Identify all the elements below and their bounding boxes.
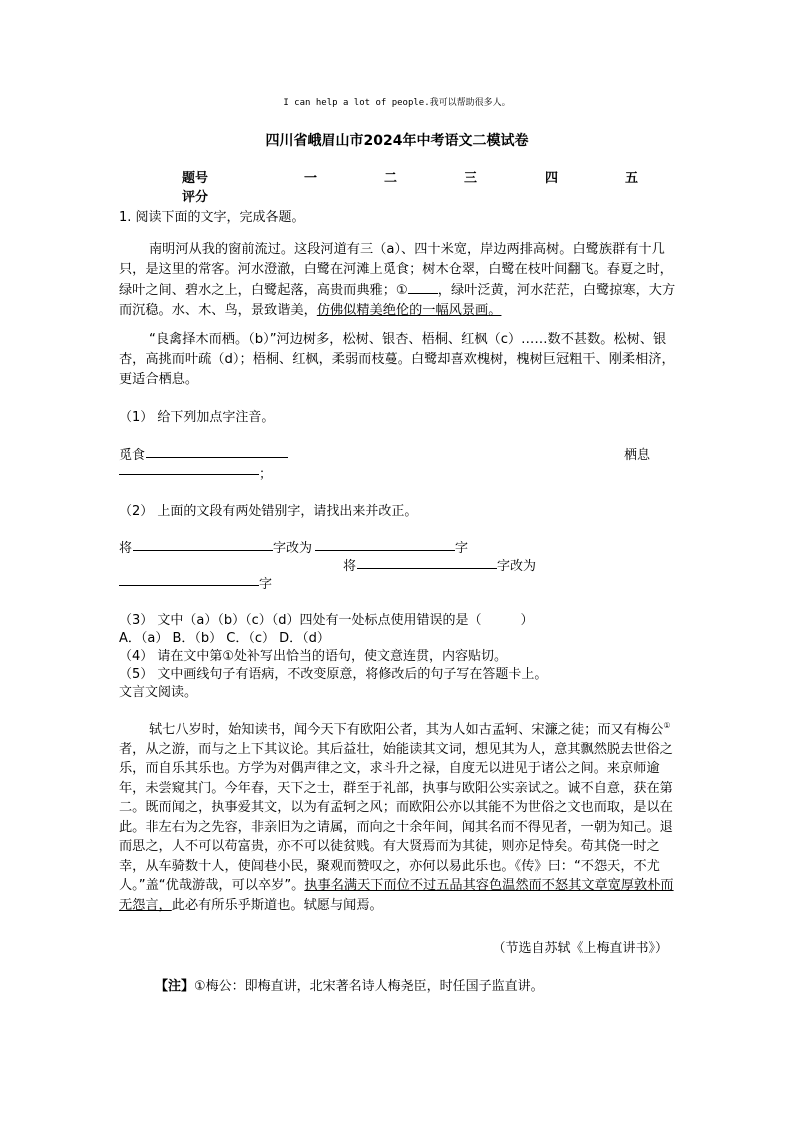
score-table-col-3: 三 — [464, 171, 478, 186]
correct-char-blank-1[interactable] — [315, 537, 455, 551]
score-table-col-2: 二 — [384, 171, 398, 186]
word-mishi: 觅食 — [119, 448, 146, 463]
sub-question-4-label: （4） 请在文中第①处补写出恰当的语句，使文意连贯，内容贴切。 — [119, 649, 508, 664]
classical-passage-part-c: 此必有所乐乎斯道也。轼愿与闻焉。 — [171, 897, 383, 913]
score-table-col-4: 四 — [545, 171, 559, 186]
note-mark: ① — [663, 721, 671, 730]
classical-passage-part-a: 轼七八岁时，始知读书，闻今天下有欧阳公者，其为人如古孟轲、宋濂之徒；而又有梅公 — [149, 722, 664, 738]
correct-char-blank-2[interactable] — [119, 572, 259, 586]
sub-question-2-label: （2） 上面的文段有两处错别字，请找出来并改正。 — [119, 504, 418, 519]
page-title: 四川省峨眉山市2024年中考语文二模试卷 — [265, 133, 529, 149]
score-table-row-head: 题号 — [182, 171, 209, 186]
passage-1-after-blank: ，绿叶泛黄，河水茫茫，白鹭掠寒，大方而沉稳。水、木、鸟，景致谐美， — [119, 283, 676, 318]
passage-1-underlined-sentence: 仿佛似精美绝伦的一幅风景画。 — [316, 303, 502, 318]
change-to-label-1: 字改为 — [273, 541, 313, 556]
answer-blank-mishi[interactable] — [146, 444, 288, 458]
score-table-score-label: 评分 — [182, 190, 209, 205]
zi-label-1: 字 — [455, 541, 469, 556]
passage-1 — [119, 240, 679, 321]
footnote-text: ①梅公：即梅直讲，北宋著名诗人梅尧臣，时任国子监直讲。 — [194, 979, 544, 994]
source-citation: （节选自苏轼《上梅直讲书》） — [492, 941, 668, 956]
classical-underlined-sentence: 执事名满天下而位不过五品其容色温然而不怒其文章宽厚敦朴而无怨言， — [119, 878, 674, 913]
sub-question-1-label: （1） 给下列加点字注音。 — [119, 410, 275, 425]
sub-question-3-label: （3） 文中（a）（b）（c）（d）四处有一处标点使用错误的是（ ） — [119, 613, 534, 628]
jiang-label-2: 将 — [343, 559, 357, 574]
wrong-char-blank-2[interactable] — [357, 555, 497, 569]
semicolon: ； — [259, 467, 273, 482]
sub-question-5-label: （5） 文中画线句子有语病，不改变原意，将修改后的句子写在答题卡上。 — [119, 667, 548, 682]
wrong-char-blank-1[interactable] — [133, 537, 273, 551]
answer-blank-1[interactable] — [408, 280, 438, 294]
zi-label-2: 字 — [259, 577, 273, 592]
answer-blank-qixi[interactable] — [119, 461, 259, 475]
classical-passage-part-b: 者，从之游，而与之上下其议论。其后益壮，始能读其文词，想见其为人，意其飘然脱去世俗之乐，而自乐其乐也。方学为对偶声律之文，求斗升之禄，自度无以进见于诸公之间。来京师逾年，未尝窥其门。今年春，天下之士，群至于礼部，执事与欧阳公实亲试之。诚不自意，获在第二。既而闻之，执事爱其文，以为有孟轲之风；而欧阳公亦以其能不为世俗之文也而取，是以在此。非左右为之先容，非亲旧为之请属，而向之十余年间，闻其名而不得见者，一朝为知己。退而思之，人不可以苟富贵，亦不可以徒贫贱。有大贤焉而为其徒，则亦足恃矣。苟其侥一时之幸，从车骑数十人，使闾巷小民，聚观而赞叹之，亦何以易此乐也。《传》曰：“不怨天，不尤人。”盖“优哉游哉，可以卒岁”。 — [119, 741, 673, 894]
passage-2 — [119, 330, 679, 390]
header-tagline: I can help a lot of people.我可以帮助很多人。 — [283, 98, 511, 108]
change-to-label-2: 字改为 — [497, 559, 537, 574]
question-1-heading: 1. 阅读下面的文字，完成各题。 — [119, 210, 305, 225]
score-table-col-5: 五 — [625, 171, 639, 186]
classical-passage — [119, 716, 679, 915]
footnote-label: 【注】 — [155, 979, 195, 994]
passage-1-text: 南明河从我的窗前流过。这段河道有三（a）、四十米宽，岸边两排高树。白鹭族群有十几只，是这里的常客。河水澄澈，白鹭在河滩上觅食；树木仓翠，白鹭在枝叶间翻飞。春夏之时，绿叶之间、碧水之上，白鹭起落，高贵而典雅；① — [119, 242, 673, 298]
score-table-col-1: 一 — [304, 171, 318, 186]
passage-2-text: “良禽择木而栖。（b）”河边树多，松树、银杏、梧桐、红枫（c）……数不甚数。松树、银杏，高挑而叶疏（d）；梧桐、红枫，柔弱而枝蔓。白鹭却喜欢槐树，槐树巨冠粗干、刚柔相济，更适合栖息。 — [119, 332, 675, 387]
sub-question-3-options[interactable]: A．（a） B．（b） C．（c） D．（d） — [119, 631, 330, 646]
word-qixi: 栖息 — [624, 448, 651, 463]
footnote — [155, 975, 544, 994]
jiang-label-1: 将 — [119, 541, 133, 556]
question-2-heading: 文言文阅读。 — [119, 685, 198, 700]
